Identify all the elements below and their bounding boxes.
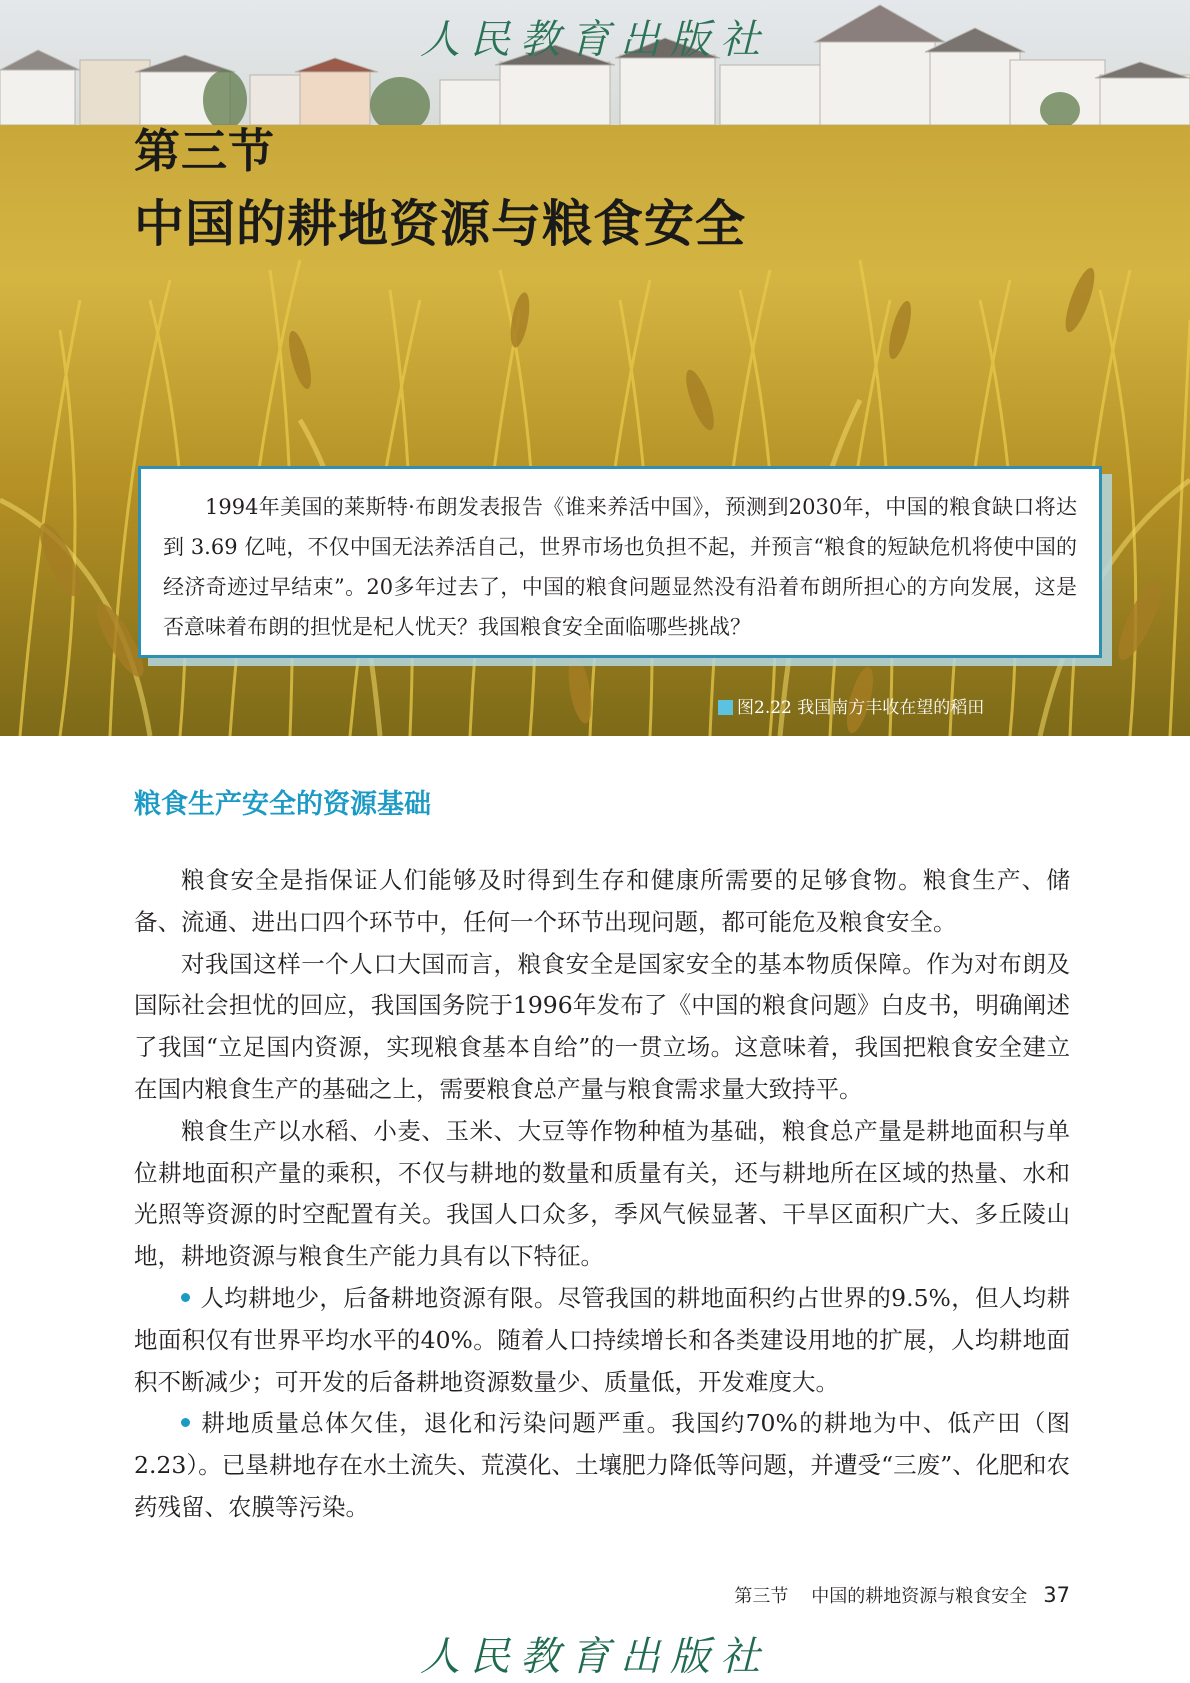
intro-text: 1994年美国的莱斯特·布朗发表报告《谁来养活中国》，预测到2030年，中国的粮食缺口将达到 3.69 亿吨，不仅中国无法养活自己，世界市场也负担不起，并预言“粮食的短缺危机将使中国的经济奇迹过早结束”。20多年过去了，中国的粮食问题显然没有沿着布朗所担心的方向发展，这是否意味着布朗的担忧是杞人忧天？我国粮食安全面临哪些挑战？ xyxy=(163,495,1077,639)
running-footer xyxy=(734,1582,1070,1608)
bullet-dot-icon xyxy=(181,1293,190,1302)
running-head: 第三节 中国的耕地资源与粮食安全 xyxy=(734,1586,1028,1607)
subheading: 粮食生产安全的资源基础 xyxy=(134,789,431,820)
bullet-item xyxy=(134,1278,1070,1403)
publisher-logo-top: 人民教育出版社 xyxy=(420,17,770,63)
paragraph: 粮食生产以水稻、小麦、玉米、大豆等作物种植为基础，粮食总产量是耕地面积与单位耕地面积产量的乘积，不仅与耕地的数量和质量有关，还与耕地所在区域的热量、水和光照等资源的时空配置有关。我国人口众多，季风气候显著、干旱区面积广大、多丘陵山地，耕地资源与粮食生产能力具有以下特征。 xyxy=(134,1116,1070,1271)
bullet-text: 人均耕地少，后备耕地资源有限。尽管我国的耕地面积约占世界的9.5%，但人均耕地面积仅有世界平均水平的40%。随着人口持续增长和各类建设用地的扩展，人均耕地面积不断减少；可开发的后备耕地资源数量少、质量低，开发难度大。 xyxy=(134,1283,1070,1396)
figure-caption-text: 图2.22 我国南方丰收在望的稻田 xyxy=(737,698,985,718)
caption-square-icon xyxy=(718,700,733,715)
hero-photo xyxy=(0,0,1190,736)
bullet-item xyxy=(134,1403,1070,1528)
body-text xyxy=(134,860,1070,1529)
intro-box xyxy=(138,466,1102,658)
paragraph: 粮食安全是指保证人们能够及时得到生存和健康所需要的足够食物。粮食生产、储备、流通、进出口四个环节中，任何一个环节出现问题，都可能危及粮食安全。 xyxy=(134,866,1070,936)
figure-caption xyxy=(718,697,984,719)
publisher-logo-bottom: 人民教育出版社 xyxy=(420,1634,770,1680)
section-number: 第三节 xyxy=(134,124,275,178)
section-title: 中国的耕地资源与粮食安全 xyxy=(134,194,746,253)
page-number: 37 xyxy=(1043,1583,1070,1607)
bullet-dot-icon xyxy=(181,1418,190,1427)
paragraph: 对我国这样一个人口大国而言，粮食安全是国家安全的基本物质保障。作为对布朗及国际社会担忧的回应，我国国务院于1996年发布了《中国的粮食问题》白皮书，明确阐述了我国“立足国内资源，实现粮食基本自给”的一贯立场。这意味着，我国把粮食安全建立在国内粮食生产的基础之上，需要粮食总产量与粮食需求量大致持平。 xyxy=(134,949,1070,1103)
bullet-text: 耕地质量总体欠佳，退化和污染问题严重。我国约70%的耕地为中、低产田（图2.23）。已垦耕地存在水土流失、荒漠化、土壤肥力降低等问题，并遭受“三废”、化肥和农药残留、农膜等污染。 xyxy=(134,1409,1070,1521)
